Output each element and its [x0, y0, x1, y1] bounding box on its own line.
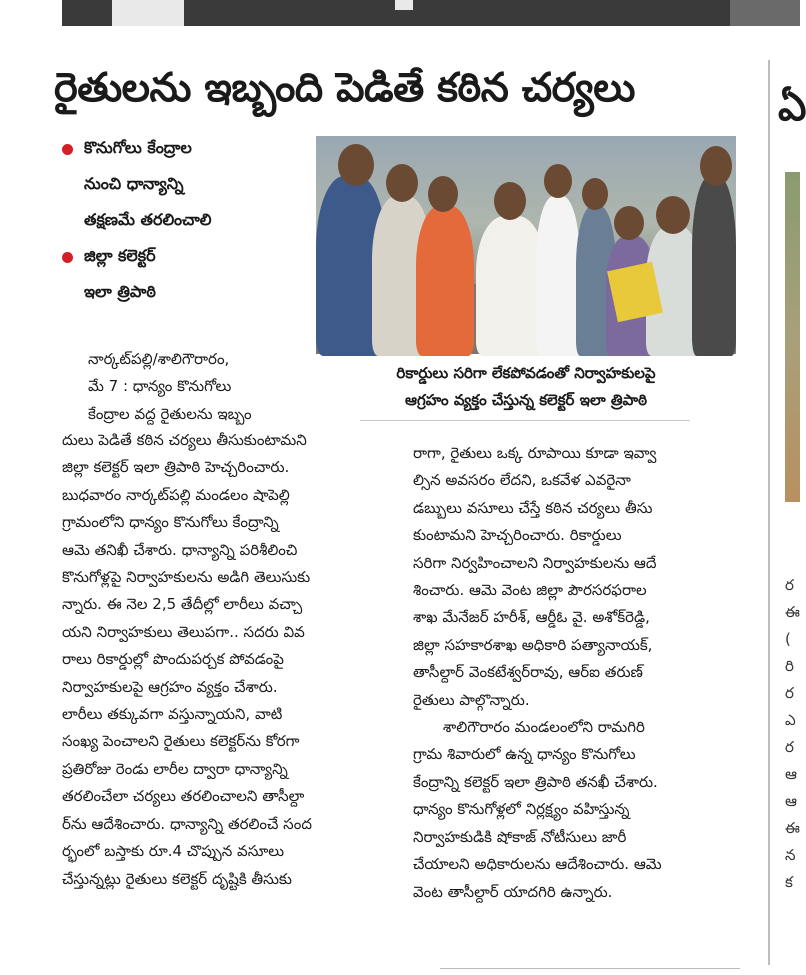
text-line: రాలు రికార్డుల్లో పొందుపర్చక పోవడంపై	[62, 650, 284, 669]
photo-person-head	[494, 182, 526, 220]
text-line: బుధవారం నార్కట్‌పల్లి మండలం షాపెల్లి	[62, 485, 290, 504]
text-line: కొనుగోళ్లపై నిర్వాహకులను అడిగి తెలుసుకు	[62, 568, 311, 587]
photo-person-head	[700, 146, 732, 186]
article-column-1-intro	[88, 346, 300, 428]
text-line: చేస్తున్నట్లు రైతులు కలెక్టర్ దృష్టికి తీసుకు	[62, 869, 292, 888]
caption-line: ఆగ్రహం వ్యక్తం చేస్తున్న కలెక్టర్ ఇలా త్రిపాఠి	[405, 391, 647, 409]
text-line: కేంద్రాల వద్ద రైతులను ఇబ్బం	[88, 404, 252, 423]
summary-bullet-1	[62, 130, 302, 238]
photo-person	[416, 206, 474, 356]
photo-person-head	[338, 144, 374, 186]
bullet-line: కొనుగోలు కేంద్రాల	[84, 138, 192, 157]
text-line: ప్రతిరోజు రెండు లారీల ద్వారా ధాన్యాన్ని	[62, 759, 288, 778]
text-line: ర్భంలో బస్తాకు రూ.4 చొప్పున వసూలు	[62, 842, 285, 861]
text-line: దులు పెడితే కఠిన చర్యలు తీసుకుంటామని	[62, 431, 307, 449]
text-fragment: ఈ	[785, 603, 800, 621]
photo-caption	[316, 360, 736, 414]
text-fragment: (	[785, 630, 791, 648]
text-line: తాసీల్దార్ వెంకటేశ్వర్‌రావు, ఆర్ఐ తరుణ్	[413, 663, 643, 682]
text-line: మే 7 : ధాన్యం కొనుగోలు	[88, 377, 232, 396]
text-line: రాగా, రైతులు ఒక్క రూపాయి కూడా ఇవ్వా	[413, 444, 657, 462]
adjacent-article-headline-fragment: ఏ	[778, 84, 806, 130]
text-line: కుంటామని హెచ్చరించారు. రికార్డులు	[413, 526, 622, 545]
bullet-line: తక్షణమే తరలించాలి	[84, 210, 212, 229]
photo-person-head	[386, 164, 418, 202]
text-fragment: ఆ	[785, 792, 797, 810]
bottom-rule	[440, 968, 740, 969]
adjacent-article-text-fragment	[785, 572, 800, 896]
text-line: యని నిర్వాహకులు తెలుపగా.. సదరు వివ	[62, 622, 305, 641]
text-line: శాఖ మేనేజర్ హరీశ్, ఆర్డీఓ వై. అశోక్‌రెడ్డి,	[413, 608, 650, 627]
text-line: జిల్లా సహకారశాఖ అధికారి పత్యానాయక్,	[413, 635, 653, 654]
article-column-1	[62, 427, 400, 893]
text-line: కేంద్రాన్ని కలెక్టర్ ఇలా త్రిపాఠి తనఖీ చేశారు.	[413, 772, 658, 791]
text-line: జిల్లా కలెక్టర్ ఇలా త్రిపాఠి హెచ్చరించారు.	[62, 458, 290, 477]
photo-person	[692, 176, 736, 356]
column-divider	[768, 60, 770, 965]
text-line: నిర్వాహకుడికి షోకాజ్ నోటీసులు జారీ	[413, 827, 627, 846]
text-fragment: క	[785, 873, 793, 891]
adjacent-article-photo-fragment	[785, 172, 800, 502]
text-fragment: ర	[785, 684, 794, 702]
text-line: గ్రామంలోని ధాన్యం కొనుగోలు కేంద్రాన్ని	[62, 513, 279, 532]
news-photo	[316, 136, 736, 354]
text-line: సంఖ్య పెంచాలని రైతులు కలెక్టర్‌ను కోరగా	[62, 732, 300, 751]
text-fragment: న	[785, 846, 796, 864]
bullet-line: జిల్లా కలెక్టర్	[84, 246, 156, 265]
caption-line: రికార్డులు సరిగా లేకపోవడంతో నిర్వాహకులపై	[396, 364, 656, 382]
photo-person-head	[656, 196, 690, 234]
text-line: వెంట తాసీల్దార్ యాదగిరి ఉన్నారు.	[413, 882, 613, 901]
text-fragment: ఈ	[785, 819, 800, 837]
top-banner-notch	[112, 0, 184, 26]
text-line: నిర్వాహకులపై ఆగ్రహం వ్యక్తం చేశారు.	[62, 677, 278, 696]
photo-person-head	[544, 164, 572, 198]
text-line: లారీలు తక్కువగా వస్తున్నాయని, వాటి	[62, 705, 283, 724]
text-line: గ్రామ శివారులో ఉన్న ధాన్యం కొనుగోలు	[413, 745, 636, 764]
article-column-2	[413, 440, 739, 906]
photo-person-head	[582, 178, 608, 210]
summary-bullets	[62, 130, 302, 310]
summary-bullet-2	[62, 238, 302, 310]
text-line: సరిగా నిర్వహించాలని నిర్వాహకులను ఆదే	[413, 553, 657, 572]
text-line: శాలిగౌరారం మండలంలోని రామగిరి	[443, 718, 645, 737]
text-line: ర్‌ను ఆదేశించారు. ధాన్యాన్ని తరలించే సంద	[62, 814, 312, 833]
bullet-line: ఇలా త్రిపాఠి	[84, 282, 156, 301]
bullet-line: నుంచి ధాన్యాన్ని	[84, 174, 184, 193]
text-line: రైతులు పాల్గొన్నారు.	[413, 690, 530, 709]
red-bullet-icon	[62, 144, 73, 155]
text-fragment: రి	[785, 657, 794, 675]
text-fragment: ఆ	[785, 765, 797, 783]
photo-person	[536, 196, 580, 356]
red-bullet-icon	[62, 252, 73, 263]
text-line: ఆమె తనిఖీ చేశారు. ధాన్యాన్ని పరిశీలించి	[62, 540, 298, 559]
text-fragment: ర	[785, 576, 794, 594]
text-line: డబ్బులు వసూలు చేస్తే కఠిన చర్యలు తీసు	[413, 498, 653, 517]
text-line: ల్సిన అవసరం లేదని, ఒకవేళ ఎవరైనా	[413, 471, 631, 490]
top-banner-tab	[395, 0, 413, 10]
text-line: చేయాలని అధికారులను ఆదేశించారు. ఆమె	[413, 855, 662, 874]
text-fragment: ర	[785, 738, 794, 756]
text-line: తరలించేలా చర్యలు తరలించాలని తాసీల్దా	[62, 787, 305, 806]
photo-person-head	[614, 206, 644, 240]
article-headline: రైతులను ఇబ్బంది పెడితే కఠిన చర్యలు	[54, 65, 635, 111]
text-line: న్నారు. ఈ నెల 2,5 తేదీల్లో లారీలు వచ్చా	[62, 595, 303, 614]
text-line: శించారు. ఆమె వెంట జిల్లా పౌరసరఫరాల	[413, 581, 647, 600]
text-fragment: ఎ	[785, 711, 796, 729]
text-line: ధాన్యం కొనుగోళ్లలో నిర్లక్ష్యం వహిస్తున్న	[413, 800, 630, 819]
adjacent-banner-bar	[730, 0, 800, 26]
caption-rule	[360, 420, 690, 421]
text-line: నార్కట్‌పల్లి/శాలిగౌరారం,	[88, 350, 230, 368]
photo-person-head	[428, 176, 458, 212]
